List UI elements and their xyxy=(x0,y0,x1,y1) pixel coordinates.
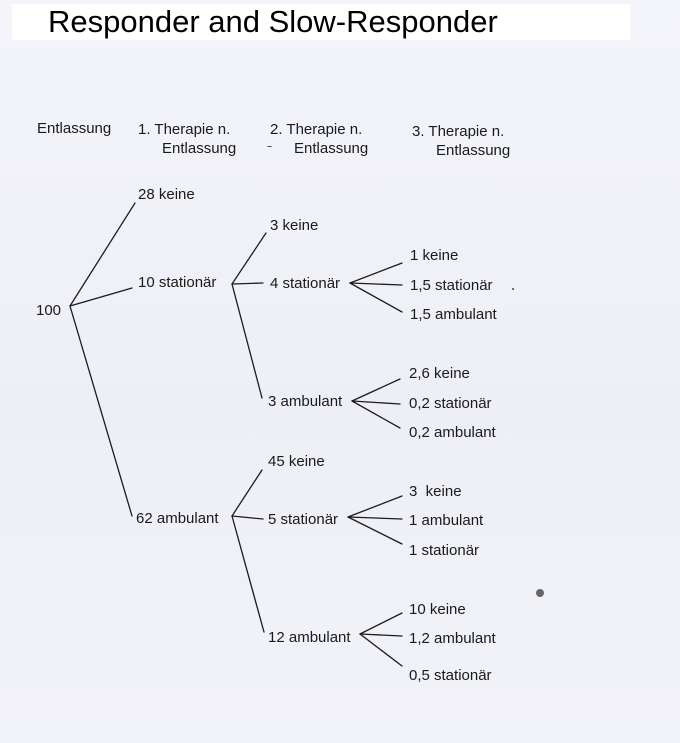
header-therapie-1-line1: 1. Therapie n. xyxy=(138,121,231,138)
edge-aa-keine xyxy=(360,613,402,634)
edge-a-ambulant xyxy=(232,516,264,632)
node-aa-stationaer: 0,5 stationär xyxy=(409,667,492,684)
edge-aa-stationaer xyxy=(360,634,402,666)
node-aa-keine: 10 keine xyxy=(409,601,466,618)
edge-as-keine xyxy=(348,496,402,517)
edge-sa-keine xyxy=(352,379,400,401)
edge-s-stationaer xyxy=(232,283,263,284)
node-s-keine: 3 keine xyxy=(270,217,319,234)
node-ss-keine: 1 keine xyxy=(410,247,459,264)
node-s-ambulant: 3 ambulant xyxy=(268,393,343,410)
edge-ss-keine xyxy=(350,263,402,283)
header-entlassung: Entlassung xyxy=(37,120,112,137)
page-title: Responder and Slow-Responder xyxy=(48,4,498,39)
edge-sa-ambulant xyxy=(352,401,400,428)
node-ss-ambulant: 1,5 ambulant xyxy=(410,306,497,323)
scan-speck xyxy=(512,288,514,290)
node-aa-ambulant: 1,2 ambulant xyxy=(409,630,496,647)
edge-s-keine xyxy=(232,233,266,284)
edge-sa-stationaer xyxy=(352,401,400,404)
node-s-stationaer: 4 stationär xyxy=(270,275,341,292)
header-therapie-2-line2: Entlassung xyxy=(294,140,369,157)
node-as-stationaer: 1 stationär xyxy=(409,542,480,559)
edge-a-keine xyxy=(232,470,262,516)
scan-speck xyxy=(267,146,272,147)
node-as-ambulant: 1 ambulant xyxy=(409,512,484,529)
edge-a-stationaer xyxy=(232,516,263,519)
node-a-ambulant: 12 ambulant xyxy=(268,629,351,646)
edge-s-ambulant xyxy=(232,284,262,398)
header-therapie-2-line1: 2. Therapie n. xyxy=(270,121,363,138)
node-sa-keine: 2,6 keine xyxy=(409,365,470,382)
node-root: 100 xyxy=(36,302,62,319)
scan-speck xyxy=(536,589,544,597)
node-ss-stationaer: 1,5 stationär xyxy=(410,277,493,294)
edge-aa-ambulant xyxy=(360,634,402,636)
node-l1-stationaer: 10 stationär xyxy=(138,274,217,291)
edge-root-ambulant xyxy=(70,306,132,516)
header-therapie-3-line1: 3. Therapie n. xyxy=(412,123,505,140)
header-therapie-1-line2: Entlassung xyxy=(162,140,237,157)
edge-ss-ambulant xyxy=(350,283,402,312)
node-sa-ambulant: 0,2 ambulant xyxy=(409,424,496,441)
node-sa-stationaer: 0,2 stationär xyxy=(409,395,492,412)
edge-as-ambulant xyxy=(348,517,402,519)
header-therapie-3-line2: Entlassung xyxy=(436,142,511,159)
node-as-keine: 3 keine xyxy=(409,483,462,500)
edge-as-stationaer xyxy=(348,517,402,544)
node-a-keine: 45 keine xyxy=(268,453,325,470)
node-l1-keine: 28 keine xyxy=(138,186,195,203)
node-l1-ambulant: 62 ambulant xyxy=(136,510,219,527)
edge-ss-stationaer xyxy=(350,283,402,285)
node-a-stationaer: 5 stationär xyxy=(268,511,339,528)
